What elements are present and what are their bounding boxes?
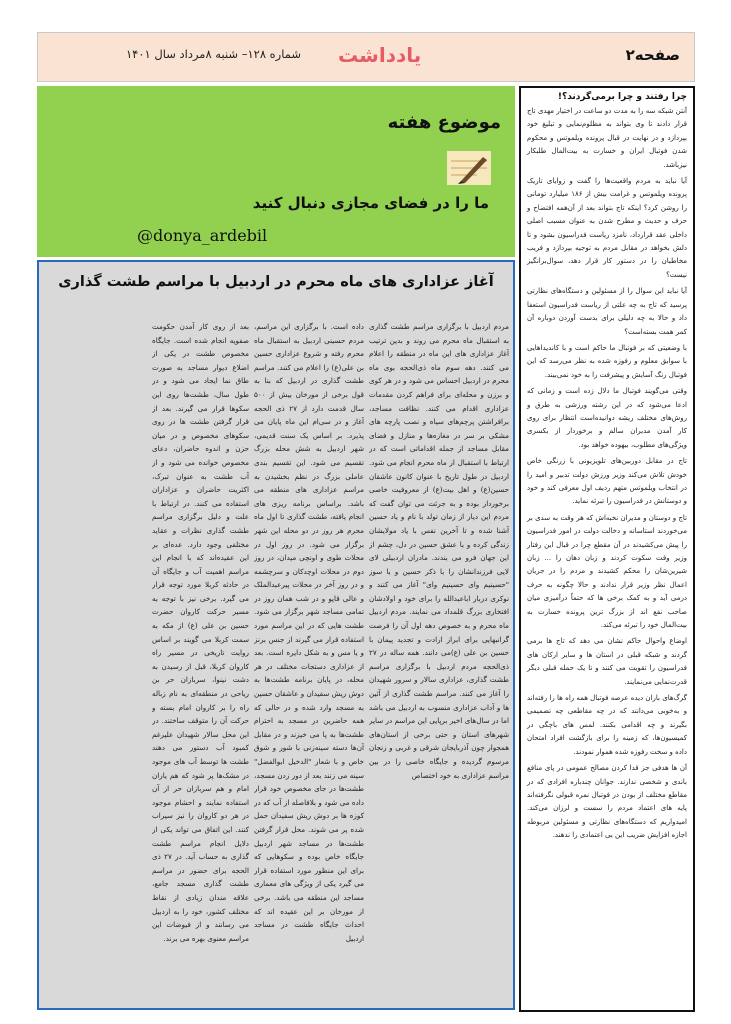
sidebar-paragraph: تاج در مقابل دوربین‌های تلویزیونی با زرنگی خاص خودش تلاش می‌کند وزیر ورزش دولت تدبیر و امید را در انتخاب ویلموتس متهم ردیف اول معرفی کند و خود و دوستانش در فدراسیون را تبرئه نماید. [527, 457, 687, 506]
social-handle: @donya_ardebil [137, 226, 268, 245]
sidebar-paragraph: آیا نباید این سوال را از مسئولین و دستگاه‌های نظارتی پرسید که تاج به چه علتی از ریاست فدراسیون استعفا داد و حالا به چه دلیلی برای بدست آوردن دوباره آن کمر همت بسته‌است؟ [527, 287, 687, 336]
article-column-2 [254, 320, 364, 1000]
section-title: یادداشت [338, 43, 422, 67]
sidebar-paragraph: تاج و دوستان و مدیران نخبه‌اش که هر وقت به سدی بر می‌خوردند استاسانه و دخالت دولت در امور فدراسیون را پیش می‌کشیدند در آن مقطع چرا در قبال این رفتار وزیر وقت سکوت کردند و زبان دهان را ... زبان شیرین‌شان را محکم کشیدند و مردم را در جریان اعمال نظر وزیر قرار ندادند و حالا چگونه به حرف درمی آید و به کمک برخی ها که حتماً درآمیزی میان صاحب نفع اند از بزرگ ترین پرونده خسارت به بیت‌المال خود را تبرئه می‌کند. [527, 513, 687, 630]
pen-writing-icon [447, 151, 491, 185]
sidebar-paragraph: آیا نباید به مردم واقعیت‌ها را گفت و زوایای تاریک پرونده ویلموتس و غرامت بیش از ۱۸۶ میلیارد تومانی را روشن کرد؟ اینکه تاج بتواند بعد از آن‌همه افتضاح و حرف و حدیث و مطرح شدن به عنوان مسبب اصلی داخلی عقد قرارداد، نامزد ریاست فدراسیون بشود و تا دلش بخواهد در مقابل مردم به توجیه بپردازد و فریب مخاطبان را در دستور کار قرار دهد، سوال‌برانگیز نیست؟ [527, 177, 687, 279]
sidebar-editorial [519, 86, 695, 1012]
sidebar-paragraph: آن ها هدفی جز قدا کردن مصالح عمومی در پای منافع باندی و شخصی ندارند. جوانان چندباره افرادی که در مقاطع مختلف از بودن در فوتبال نمره قبولی نگرفته‌اند پایه های اعتماد مردم را سست و لرزان می‌کند. امیدواریم که دستگاه‌های نظارتی و مسئولین مربوطه اجازه افزایش ضریب این بی اعتمادی را ندهند. [527, 764, 687, 840]
article-text: مردم اردبیل با برگزاری مراسم طشت گذاری به استقبال ماه محرم می روند و بدین ترتیب آغاز عزاداری های این ماه در منطقه را اعلام می کنند. دهه سوم ماه ذی‌الحجه بوی ماه محرم در اردبیل احساس می شود و در هر کوی و برزن و محله‌ای برای فراهم کردن مقدمات عزاداری اقدام می کنند. نظافت مساجد، برافراشتن پرچم‌های سیاه و نصب پارچه های مشکی بر سر در مغازه‌ها و منازل و فضای مقابل مساجد از جمله اقداماتی است که در ارتباط با استقبال از ماه محرم انجام می شود. اردبیل در طول تاریخ با عنوان کانون عاشقان حسین(ع) و اهل بیت(ع) از معروفیت خاصی برخوردار بوده و به جرئت می توان گفت که مردم این دیار از زمان تولد با نام و یاد حسین آشنا شده و تا آخرین نفس با یاد مولایشان زندگی کرده و با عشق حسین در دل، چشم از این جهان فرو می بندند. مادران اردبیلی لای لایی فرزندانشان را با ذکر حسین و با سوز "حسینیم وای حسینیم وای" آغاز می کنند و نوکری دربار ابا‌عبدالله را برای خود و اولادشان افتخاری بزرگ قلمداد می نمایند. مردم اردبیل ماه محرم و به خصوص دهه اول آن را فرصت گرانبهایی برای ابراز ارادت و تجدید پیمان با حسین بن علی (ع)می دانند. همه ساله در ۲۷ ذی‌الحجه مردم اردبیل با برگزاری مراسم طشت گذاری، عزاداری سالار و سرور شهیدان را آغاز می کنند. مراسم طشت گذاری از آئین ها و آداب عزاداری منسوب به اردبیل می باشد اما در سال‌های اخیر برپایی این مراسم در سایر شهرهای استان و حتی برخی از استان‌های همجوار چون آذربایجان شرقی و غربی و زنجان مرسوم گردیده و جایگاه خاصی را در بین مراسم عزاداری به خود اختصاص [369, 322, 509, 780]
main-article [37, 260, 515, 1010]
topic-title: موضوع هفته [387, 112, 501, 133]
sidebar-paragraph: گرگ‌های باران دیده عرصه فوتبال همه راه ها را رفته‌اند و به‌خوبی می‌دانند که در چه مقاطعی چه تصمیمی بگیرند و چه اقدامی بکنند. لمس های باچگی در کمیسیون‌ها، که زمینه را برای بازگشت افراد امتحان داده و سخت رفوزه شده هموار نمودند. [527, 694, 687, 756]
issue-info: شماره ۱۲۸– شنبه ۸مرداد سال ۱۴۰۱ [126, 47, 302, 61]
article-column-4 [43, 320, 147, 1000]
sidebar-paragraph: با وضعیتی که بر فوتبال ما حاکم است و با کاندیداهایی با سوابق معلوم و رفوزه شده به نظر می‌رسد که این فوتبال رنگ آسایش و پیشرفت را به خود نمی‌بیند. [527, 343, 687, 379]
follow-us-text: ما را در فضای مجازی دنبال کنید [252, 194, 489, 212]
article-text: داده است. با برگزاری این مراسم، مردم حسینی اردبیل به استقبال ماه محرم رفته و شروع عزاداری حسین بن علی(ع) را اعلام می کنند. مراسم طشت گذاری در اردبیل که بنا به قول برخی از مورخان بیش از ۵۰۰ سال قدمت دارد از ۲۷ ذی الحجه آغاز و در سی‌ام این ماه پایان می پذیرد. بر اساس یک سنت قدیمی، شهر اردبیل به شش محله بزرگ تقسیم می شود. این تقسیم بندی عاملی بزرگ در نظم بخشیدن به مراسم عزاداری های منطقه می باشد. براساس برنامه ریزی های انجام یافته، طشت گذاری تا اول ماه محرم هر روز در دو محله این شهر برگزار می شود. در روز اول در محلات طوی و اونچی میدان، در روز دوم در محلات اوچدکان و سرچشمه و در روز آخر در محلات پیرعبدالملک و عالی قاپو و در شب همان روز در تمامی مساجد شهر برگزار می شود. طشت هایی که در این مراسم مورد استفاده قرار می گیرند از جنس برنز و یا مس و به شکل دایره است. بعد از عزاداری دستجات مختلف در هر محله، در پایان برنامه طشت‌ها به دوش ریش سفیدان و عاشقان حسین به مسجد وارد شده و در حالی که همه حاضرین در مسجد به احترام طشت‌ها به پا می خیزند و در مقابل آن‌ها دسته سینه‌زنی با شور و شوق خاص و با شعار "الدخیل ابوالفضل" سینه می زنند بعد از دور زدن مسجد، طشت‌ها در جای مخصوص خود قرار داده می شود و بلافاصله از آب که در کوزه ها بر دوش ریش سفیدان حمل شده پر می شوند. محل قرار گرفتن طشت‌ها در مساجد شهر اردبیل جایگاه خاص بوده و سکوهایی که برای این منظور مورد استفاده قرار می گیرد یکی از ویژگی های معماری مساجد این منطقه می باشد. برخی از مورخان بر این عقیده اند که احداث جایگاه طشت در مساجد اردبیل [254, 322, 364, 943]
page-number: صفحه۲ [625, 46, 680, 64]
sidebar-paragraph: اوضاع واحوال حاکم نشان می دهد که تاج ها برمی گردند و شبکه قبلی در استان ها و سایر ارکان های فدراسیون را تقویت می کنند و تا یک حمله قبلی دیگر قدرت‌نمایی می‌نمایند. [527, 637, 687, 686]
sidebar-paragraph: وقتی می‌گویند فوتبال ما دلال زده است و زمانی که ادعا می‌شود که در این رشته ورزشی به طرق و روش‌های مختلف ریشه دوانیده‌است انتظار برای روی کار آمدن مدیران سالم و برخوردار از بکسری ویژگی‌های مطلوب، بیهوده خواهد بود. [527, 387, 687, 449]
article-column-1 [369, 320, 509, 1000]
sidebar-title: چرا رفتند و چرا برمی‌گردند؟! [557, 92, 687, 102]
article-title: آغاز عزاداری های ماه محرم در اردبیل با مراسم طشت گذاری [58, 274, 494, 290]
topic-box [37, 86, 515, 257]
article-column-3 [152, 320, 249, 1000]
sidebar-paragraph: آنتن شبکه سه را به مدت دو ساعت در اختیار مهدی تاج قرار دادند تا وی بتواند به مظلوم‌نمایی و تبلیغ خود بپردازد و در نهایت در قبال پرونده ویلموتس و محکوم شدن فوتبال ایران و خسارت به بیت‌المال طلبکار نیزباشد. [527, 107, 687, 169]
article-text: بعد از روی کار آمدن حکومت صفویه انجام شده است. جایگاه مخصوص طشت در یکی از اضلاع دیوار مساجد به صورت طاق نما ایجاد می شود و در طول سال، طشت‌ها روی این سکوها قرار می گیرند. بعد از قرار گرفتن طشت ها در روی سکوهای مخصوص و در میان حزن و اندوه حاضران، دعای مخصوص خوانده می شود و از آب طشت به عنوان تبرک، اکثریت حاضران و عزاداران استفاده می کنند. در ارتباط با علت و دلیل برگزاری مراسم طشت گذاری نظرات و عقاید مختلفی وجود دارد. عده‌ای بر این عقیده‌اند که با انجام این مراسم اهمیت آب و جایگاه آن در حادثه کربلا مورد توجه قرار می گیرد. برخی نیز با توجه به مسیر حرکت کاروان حضرت حسین بن علی (ع) از مکه به سمت کربلا می گویند بر اساس روایت تاریخی در مسیر راه کاروان کربلا، قبل از رسیدن به دشت نینوا، سربازان حر بن ریاحی در منطقه‌ای به نام زباله راه را بر کاروان امام بسته و حرکت آن را متوقف ساختند. در این محل سالار شهیدان علیرغم کمبود آب دستور می دهند طشت ها توسط آب های موجود در مشک‌ها پر شود که هم یاران امام و هم سربازان حر از آن استفاده نمایند و احشام موجود در هر دو کاروان را نیز سیراب کنند. این اتفاق می تواند یکی از دلایل انجام مراسم طشت گذاری به حساب آید. در ۲۷ ذی الحجه برای حضور در مراسم طشت گذاری مسجد جامع، علاقه مندان زیادی از نقاط مختلف کشور، خود را به اردبیل می رسانند و از فیوضات این مراسم معنوی بهره می برند. [152, 322, 249, 943]
page-header [37, 32, 695, 82]
